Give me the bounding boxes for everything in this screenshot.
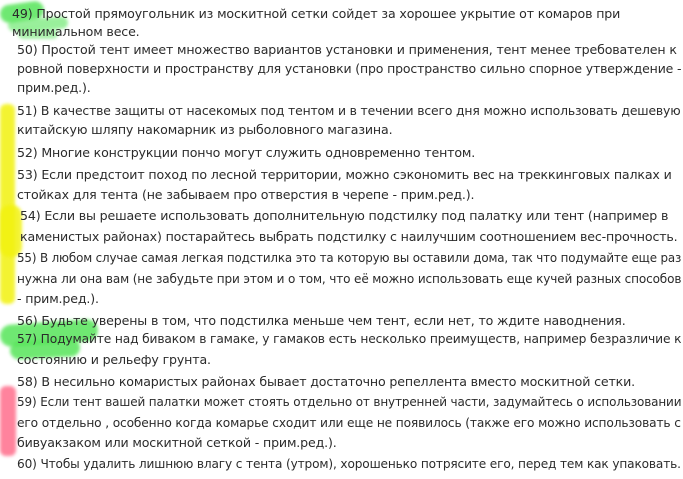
- item-60-line-1: 60) Чтобы удалить лишнюю влагу с тента (утром), хорошенько потрясите его, перед тем как упаковать.: [17, 456, 681, 471]
- item-54-line-1: 54) Если вы решаете использовать дополнительную подстилку под палатку или тент (например в: [20, 208, 669, 223]
- item-59-line-2: его отдельно , особенно когда комарье сходит или еще не появилось (также его можно использовать с: [17, 415, 681, 430]
- item-57-line-2: состоянию и рельефу грунта.: [17, 352, 211, 367]
- item-52-line-1: 52) Многие конструкции пончо могут служить одновременно тентом.: [17, 145, 476, 160]
- item-51-line-2: китайскую шляпу накомарник из рыболовного магазина.: [17, 122, 393, 137]
- item-53-line-1: 53) Если предстоит поход по лесной территории, можно сэкономить вес на треккинговых палках и: [17, 167, 672, 182]
- item-50-line-3: прим.ред.).: [17, 80, 91, 95]
- item-55-line-2: нужна ли она вам (не забудьте при этом и о том, что её можно использовать еще кучей разных способов: [17, 271, 682, 286]
- item-53-line-2: стойках для тента (не забываем про отверстия в черепе - прим.ред.).: [17, 187, 475, 202]
- pink-highlight-item-59: [0, 386, 16, 456]
- item-50-line-1: 50) Простой тент имеет множество вариантов установки и применения, тент менее требователен к: [17, 42, 677, 57]
- yellow-highlight-items-51-55: [0, 104, 15, 304]
- item-51-line-1: 51) В качестве защиты от насекомых под тентом и в течении всего дня можно использовать дешевую: [17, 103, 681, 118]
- item-54-line-2: каменистых районах) постарайтесь выбрать подстилку с наилучшим соотношением вес-прочность.: [20, 229, 678, 244]
- item-49-line-2: минимальном весе.: [12, 24, 140, 39]
- item-50-line-2: ровной поверхности и пространству для установки (про пространство сильно спорное утверждение -: [17, 61, 682, 76]
- item-57-line-1: 57) Подумайте над бивaком в гамаке, у гамаков есть несколько преимуществ, например безразличие к: [17, 331, 682, 346]
- item-55-line-3: - прим.ред.).: [17, 291, 99, 306]
- item-55-line-1: 55) В любом случае самая легкая подстилка это та которую вы оставили дома, так что подумайте еще раз: [17, 250, 682, 265]
- item-59-line-3: бивуакзаком или москитной сеткой - прим.ред.).: [17, 435, 337, 450]
- item-49-line-1: 49) Простой прямоугольник из москитной сетки сойдет за хорошее укрытие от комаров при: [12, 6, 621, 21]
- item-58-line-1: 58) В несильно комаристых районах бывает достаточно репеллента вместо москитной сетки.: [17, 374, 636, 389]
- item-56-line-1: 56) Будьте уверены в том, что подстилка меньше чем тент, если нет, то ждите наводнения.: [17, 313, 626, 328]
- item-59-line-1: 59) Если тент вашей палатки может стоять отдельно от внутренней части, задумайтесь о использовании: [17, 394, 682, 409]
